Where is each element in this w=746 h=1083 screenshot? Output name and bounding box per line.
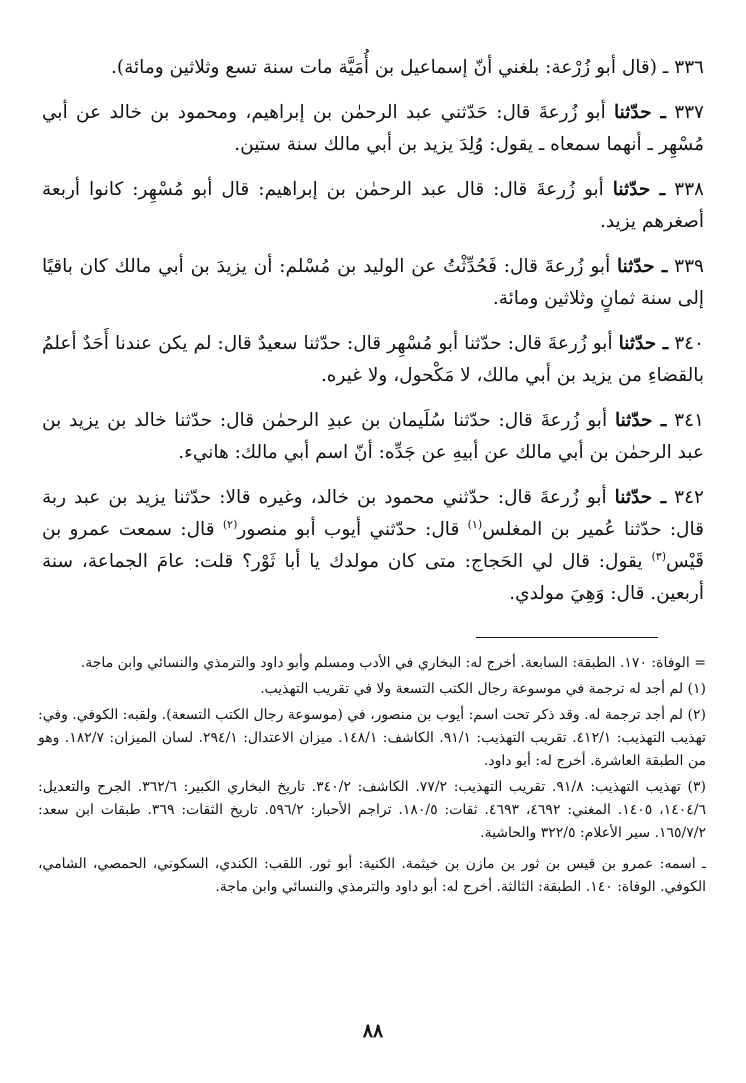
footnote-ref-1: (١) (467, 517, 483, 531)
entry-number: ٣٤٠ (674, 333, 704, 354)
entry-text: قال: حدّثني أيوب أبو منصور (237, 519, 460, 540)
entry-336 (42, 52, 704, 84)
entry-text: أبو زُرعةَ قال: حدّثنا سُلَيمان بن عبدِ الرحمٰن قال: حدّثنا خالد بن يزيد بن عبد الرحمٰن بن أبي مالك عن أبيهِ عن جَدِّه: أنّ اسم أبي مالك: هانيء. (42, 410, 704, 463)
entry-lead: ـ حدّثنا (612, 179, 666, 200)
entry-number: ٣٣٩ (674, 256, 704, 277)
entry-text: أبو زُرعةَ قال: فَحُدِّثْتُ عن الوليد بن مُسْلم: أن يزيدَ بن أبي مالك كان باقيًا إلى سنة ثمانٍ وثلاثين ومائة. (42, 256, 704, 309)
entry-number: ٣٣٧ (674, 102, 704, 123)
entry-338 (42, 174, 704, 238)
entry-342 (42, 482, 704, 610)
footnote-separator (476, 637, 658, 638)
entry-number: ٣٣٦ (674, 57, 704, 78)
entry-text: ـ (قال أبو زُرْعة: بلغني أنّ إسماعيل بن أُمَيَّة مات سنة تسع وثلاثين ومائة). (111, 57, 669, 78)
entry-lead: ـ حدّثنا (617, 256, 668, 277)
entry-lead: ـ حدّثنا (614, 102, 666, 123)
entry-text: أبو زُرعةَ قال: حدّثنا أبو مُسْهِر قال: حدّثنا سعيدٌ قال: لم يكن عندنا أَحَدٌ أعلمُ بالقضاءِ من يزيد بن أبي مالك، لا مَكْحول، ولا غيره. (42, 333, 704, 386)
entry-lead: ـ حدّثنا (618, 333, 669, 354)
entry-340 (42, 328, 704, 392)
entry-lead: ـ حدّثنا (614, 410, 667, 431)
footnote-1: (١) لم أجد له ترجمة في موسوعة رجال الكتب التسعة ولا في تقريب التهذيب. (260, 681, 706, 697)
entry-lead: ـ حدّثنا (614, 487, 667, 508)
entry-339 (42, 251, 704, 315)
page-number: ٨٨ (362, 1020, 384, 1042)
footnote-3-details: ـ اسمه: عمرو بن قيس بن ثور بن مازن بن خيثمة. الكنية: أبو ثور. اللقب: الكندي، السكوني، الحمصي، الشامي، الكوفي. الوفاة: ١٤٠. الطبقة: الثالثة. أخرج له: أبو داود والترمذي والنسائي وابن ماجة. (38, 856, 706, 895)
entry-number: ٣٤٢ (674, 487, 704, 508)
entry-text: أبو زُرعةَ قال: قال عبد الرحمٰن بن إبراهيم: قال أبو مُسْهِر: كانوا أربعة أصغرهم يزيد. (42, 179, 704, 232)
footnote-2: (٢) لم أجد ترجمة له. وقد ذكر تحت اسم: أيوب بن منصور، في (موسوعة رجال الكتب التسعة). ولقبه: الكوفي. وفي: تهذيب التهذيب: ٤١٢/١. تقريب التهذيب: ٩١/١. الكاشف: ١٤٨/١. ميزان الاعتدال: ٢٩٤/١. لسان الميزان: ١٨٢/٧. وهو من الطبقة العاشرة. أخرج له: أبو داود. (38, 707, 706, 769)
entry-text: أبو زُرعةَ قال: حَدّثني عبد الرحمٰن بن إبراهيم، ومحمود بن خالد عن أبي مُسْهِر ـ أنهما سمعاه ـ يقول: وُلِدَ يزيد بن أبي مالك سنة ستين. (42, 102, 704, 155)
entry-text: يقول: قال لي الحَجاج: متى كان مولدك يا أبا ثَوْر؟ قلت: عامَ الجماعة، سنة أربعين. قال: وَهِيَ مولدي. (42, 551, 704, 604)
footnotes (38, 652, 706, 902)
main-text (42, 52, 704, 623)
footnote-ref-2: (٢) (222, 517, 238, 531)
entry-number: ٣٤١ (674, 410, 704, 431)
entry-text: قال: سمعت عمرو بن قَيْس (42, 519, 704, 572)
entry-341 (42, 405, 704, 469)
entry-337 (42, 97, 704, 161)
footnote-3: (٣) تهذيب التهذيب: ٩١/٨. تقريب التهذيب: ٧٧/٢. الكاشف: ٣٤٠/٢. تاريخ البخاري الكبير: ٣٦٢/٦. الجرح والتعديل: ١٤٠٤/٦، ١٤٠٥. المغني: ٤٦٩٢، ٤٦٩٣. ثقات: ١٨٠/٥. تراجم الأحبار: ٥٩٦/٢. تاريخ الثقات: ٣٦٩. طبقات ابن سعد: ١٦٥/٧/٢. سير الأعلام: ٣٢٢/٥ والحاشية. (38, 779, 707, 841)
footnote-ref-3: (٣) (651, 549, 666, 563)
entry-number: ٣٣٨ (674, 179, 704, 200)
footnote-continuation: = الوفاة: ١٧٠. الطبقة: السابعة. أخرج له: البخاري في الأدب ومسلم وأبو داود والترمذي والنسائي وابن ماجة. (80, 655, 706, 671)
entry-text: أبو زُرعةَ قال: حدّثني محمود بن خالد، وغيره قالا: حدّثنا يزيد بن عبد ربة قال: حدّثنا عُمير بن المغلس (42, 487, 704, 540)
